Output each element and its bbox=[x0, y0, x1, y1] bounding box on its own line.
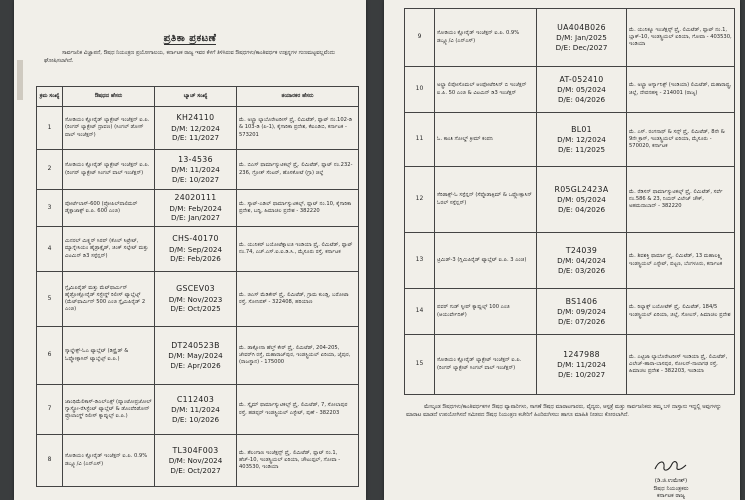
batch-number: KH24110 bbox=[176, 113, 215, 123]
table-row bbox=[405, 335, 735, 395]
drug-name: ಗ್ಲೈಮಿಪಿರೈಡ್ ಮತ್ತು ಮೆಟ್‌ಫಾರ್ಮಿನ್ ಹೈಡ್ರೋಕ್ಲೋರೈಡ್ ಸಸ್ಟೇನ್ಡ್ ರಿಲೀಸ್ ಟ್ಯಾಬ್ಲೆಟ್ಸ್ (ಮೆಟ್‌ಫಾರ್ಮಿನ್ 500 ಎಂಜಿ ಗ್ಲೈಮಿಪಿರೈಡ್ 2 ಎಂಜಿ) bbox=[63, 272, 155, 327]
exp-date: D/E: 11/2027 bbox=[171, 133, 220, 143]
drug-name: ಸೋಡಿಯಂ ಕ್ಲೋರೈಡ್ ಲ್ಯಾಕ್ಟೇಟ್ ಇಂಜೆಕ್ಷನ್ ಐ.ಪಿ. (ರಿಂಗರ್ ಲ್ಯಾಕ್ಟೇಟ್ ಸಿಂಗಲ್ ವಾಲ್ ಇಂಜೆಕ್ಷನ್) bbox=[435, 335, 537, 395]
batch-number: R05GL2423A bbox=[554, 184, 609, 194]
mfg-date: D/M: 11/2024 bbox=[171, 165, 220, 175]
mfg-date: D/M: 12/2024 bbox=[171, 123, 220, 133]
manufacturer: ಮೆ. ಅಲ್ಟ್ರಾ ಆರ್ಗ್ಯಾನಿಕ್ಸ್ (ಇಂಡಿಯಾ) ಲಿಮಿಟೆಡ್, ಮಹಾರಾಷ್ಟ್ರ, ಜಿಲ್ಲೆ, ದೇವನಹಳ್ಳಿ - 214001 (ರಾಜ್ಯ) bbox=[627, 67, 735, 113]
sl-number: 4 bbox=[37, 227, 63, 272]
mfg-date: D/M: 09/2024 bbox=[557, 307, 606, 317]
batch-cell bbox=[537, 167, 627, 233]
mfg-date: D/M: Feb/2024 bbox=[169, 203, 222, 213]
sl-number: 1 bbox=[37, 107, 63, 150]
exp-date: D/E: 10/2027 bbox=[557, 369, 606, 379]
sl-number: 3 bbox=[37, 190, 63, 227]
manufacturer: ಮೆ. ಬಿಎಸ್ ಫಾರ್ಮಾಸ್ಯುಟಿಕಲ್ಸ್ ಪ್ರೈ. ಲಿಮಿಟೆಡ್, ಪ್ಲಾಟ್ ನಂ.232-236, ಗ್ರೋತ್ ಸೆಂಟರ್, ಹೊಸಕೋಟೆ (ಗ್ರಾ) ಜಿಲ್ಲೆ bbox=[237, 150, 359, 190]
sl-number: 2 bbox=[37, 150, 63, 190]
closing-paragraph: ಮೇಲ್ಕಂಡ ಔಷಧಗಳು/ಕಾಂತಿವರ್ಧಕಗಳ ಔಷಧ ವ್ಯಾಪಾರಿಗಳು, ಸಾಗಣೆ ಔಷಧ ಮಾರಾಟಗಾರರು, ವೈದ್ಯರು, ಆಸ್ಪತ್ರೆ ಮತ್ತು ಸಾರ್ವಜನಿಕರು ತಮ್ಮ ಬಳಿ ದಾಸ್ತಾನು ಇದ್ದಲ್ಲಿ ಅವುಗಳನ್ನು ಮಾರಾಟ ಮಾಡದೆ ಉಪಯೋಗಿಸದೆ ಸಮೀಪದ ಔಷಧ ನಿಯಂತ್ರಣ ಕಚೇರಿಗೆ ಹಿಂದಿರುಗಿಸಲು ಹಾಗೂ ಮಾಹಿತಿ ನೀಡಲು ಕೋರಲಾಗಿದೆ. bbox=[406, 404, 722, 419]
drug-name: ಓ. ಕಾಂತಿ ಗೋಲ್ಡ್ ಕ್ರೀಮ್ ಕಂಪನಿ bbox=[435, 113, 537, 167]
manufacturer: ಮೆ. ಸ್ಕಾಟ್-ಎಡಿಲ್ ಫಾರ್ಮಾಸ್ಯುಟಿಕಲ್ಸ್, ಪ್ಲಾಟ್ ನಂ.10, ಕೈಗಾರಿಕಾ ಪ್ರದೇಶ, ಬದ್ದಿ, ಹಿಮಾಚಲ ಪ್ರದೇಶ - 382220 bbox=[237, 190, 359, 227]
document-page-right bbox=[384, 0, 740, 500]
sl-number: 5 bbox=[37, 272, 63, 327]
batch-number: BS1406 bbox=[565, 296, 598, 306]
drug-name: ಸೋಡಿಯಂ ಕ್ಲೋರೈಡ್ ಲ್ಯಾಕ್ಟೇಟ್ ಇಂಜೆಕ್ಷನ್ ಐ.ಪಿ. (ರಿಂಗರ್ ಲ್ಯಾಕ್ಟೇಟ್ ದ್ರಾವಣ) (ಸಿಂಗಲ್ ಡೋಸ್ ವಾಲ್ ಇಂಜೆಕ್ಷನ್) bbox=[63, 107, 155, 150]
table-row bbox=[405, 67, 735, 113]
drug-name: ಸೋಡಿಯಂ ಕ್ಲೋರೈಡ್ ಲ್ಯಾಕ್ಟೇಟ್ ಇಂಜೆಕ್ಷನ್ ಐ.ಪಿ. (ರಿಂಗರ್ ಲ್ಯಾಕ್ಟೇಟ್ ಸಿಂಗಲ್ ವಾಲ್ ಇಂಜೆಕ್ಷನ್) bbox=[63, 150, 155, 190]
batch-number: BL01 bbox=[571, 124, 592, 134]
sl-number: 8 bbox=[37, 435, 63, 487]
table-row bbox=[405, 167, 735, 233]
batch-number: UA404B026 bbox=[557, 22, 606, 32]
batch-number: 1247988 bbox=[563, 349, 600, 359]
header-sl-no: ಕ್ರಮ ಸಂಖ್ಯೆ bbox=[37, 87, 63, 107]
exp-date: D/E: Dec/2027 bbox=[555, 42, 608, 52]
drug-name: ಅಲ್ಟ್ರಾ ಲಿಪೋಸೊಮಲ್ ಆಂಫೋಟೆರಿಸಿನ್ ಬಿ ಇಂಜೆಕ್ಷನ್ ಐ.ಪಿ. 50 ಎಂಜಿ & ವಿಟಮಿನ್ ಡಿ3 ಇಂಜೆಕ್ಷನ್ bbox=[435, 67, 537, 113]
drug-name: ಸೆರಿಡಾಕ್ಸ್-ಓ ಸಸ್ಪೆನ್ಷನ್ (ಸೆಫ್ಪೊಡಾಕ್ಸಿಮ್ & ಒಫ್ಲೋಕ್ಸಾಸಿನ್ ಓರಲ್ ಸಸ್ಪೆನ್ಷನ್) bbox=[435, 167, 537, 233]
batch-cell bbox=[155, 150, 237, 190]
sl-number: 13 bbox=[405, 233, 435, 289]
mfg-date: D/M: 11/2024 bbox=[171, 405, 220, 415]
mfg-date: D/M: 05/2024 bbox=[557, 195, 606, 205]
exp-date: D/E: 03/2026 bbox=[557, 265, 606, 275]
sl-number: 15 bbox=[405, 335, 435, 395]
drug-table-right bbox=[404, 8, 735, 395]
drug-name: ಮಿನರಲ್ ಮಿಕ್ಸ್ಚರ್ ಸಿರಪ್ (ಕೊಲ್ ಸಿಟ್ರೇಟ್, ಮ್ಯಾಗ್ನೇಸಿಯಂ ಹೈಡ್ರಾಕ್ಸೈಡ್, ಜಿಂಕ್ ಸಲ್ಫೇಟ್ ಮತ್ತು ವಿಟಮಿನ್ ಡಿ3 ಸಸ್ಪೆನ್ಷನ್) bbox=[63, 227, 155, 272]
table-row bbox=[37, 435, 359, 487]
batch-cell bbox=[537, 233, 627, 289]
manufacturer: ಮೆ. ಯುನಿಕ್ಯೂ ಇಂಜೆಕ್ಷನ್ಸ್ ಪ್ರೈ. ಲಿಮಿಟೆಡ್, ಪ್ಲಾಟ್ ನಂ.1, ಬ್ಲಾಕ್-10, ಇಂಡಸ್ಟ್ರಿಯಲ್ ಏರಿಯಾ, ಗೋವಾ - 403530, ಇಂಡಿಯಾ bbox=[627, 9, 735, 67]
exp-date: D/E: 11/2025 bbox=[557, 144, 606, 154]
mfg-date: D/M: May/2024 bbox=[168, 351, 223, 361]
batch-cell bbox=[155, 227, 237, 272]
table-row bbox=[405, 113, 735, 167]
batch-number: TL304F003 bbox=[172, 445, 219, 455]
page-edge-mark bbox=[17, 60, 23, 100]
header-manufacturer: ತಯಾರಕರ ಹೆಸರು bbox=[237, 87, 359, 107]
batch-cell bbox=[537, 335, 627, 395]
table-row bbox=[37, 150, 359, 190]
mfg-date: D/M: 11/2024 bbox=[557, 360, 606, 370]
batch-cell bbox=[155, 435, 237, 487]
signatory-name: (ಡಿ.ಜಿ.ಉಮೇಶ್) bbox=[654, 478, 688, 484]
drug-name: ಸ್ಕಾಲ್ಡೇಕ್ಸ್-ಓಎ ಟ್ಯಾಬ್ಲೆಟ್ (ಡಿಸ್ಟ್ರೈಡ್ & ಓಫ್ಲೋಕ್ಸಾಸಿನ್ ಟ್ಯಾಬ್ಲೆಟ್ಸ್ ಐ.ಪಿ.) bbox=[63, 327, 155, 385]
manufacturer: ಮೆ. ರಿಲ್ಯಾಕ್ಸ್ ಬಯೋಟೆಕ್ ಪ್ರೈ. ಲಿಮಿಟೆಡ್, 184/5 ಇಂಡಸ್ಟ್ರಿಯಲ್ ಏರಿಯಾ, ಜಿಲ್ಲೆ, ಸೋಲನ್, ಹಿಮಾಚಲ ಪ್ರದೇಶ bbox=[627, 289, 735, 335]
drug-name: ಸೋಡಿಯಂ ಕ್ಲೋರೈಡ್ ಇಂಜೆಕ್ಷನ್ ಐ.ಪಿ. 0.9% ಡಬ್ಲ್ಯೂ/ವಿ (ಎನ್‌ಎಸ್) bbox=[435, 9, 537, 67]
batch-number: 24020111 bbox=[174, 193, 217, 203]
table-row bbox=[405, 233, 735, 289]
drug-name: ಪೋರ್ಟೆಲಾಸ್-600 (ಪ್ರೋಪಿಲ್‌ಪಾಲಿಮರ್ ಡೈಕ್ಲಾಜಾಕ್ಸ್ ಐ.ಪಿ. 600 ಎಂಜಿ) bbox=[63, 190, 155, 227]
sl-number: 6 bbox=[37, 327, 63, 385]
sl-number: 14 bbox=[405, 289, 435, 335]
batch-cell bbox=[155, 327, 237, 385]
batch-cell bbox=[537, 67, 627, 113]
table-row bbox=[37, 327, 359, 385]
table-row bbox=[37, 227, 359, 272]
exp-date: D/E: Apr/2026 bbox=[170, 360, 221, 370]
batch-number: AT-052410 bbox=[559, 74, 604, 84]
exp-date: D/E: Jan/2027 bbox=[171, 213, 220, 223]
signatory-designation: ಔಷಧ ನಿಯಂತ್ರಕರು bbox=[653, 485, 689, 492]
signature-scribble bbox=[651, 458, 691, 474]
batch-cell bbox=[537, 113, 627, 167]
batch-cell bbox=[155, 190, 237, 227]
manufacturer: ಮೆ. ರೆಡಿಸನ್ ಫಾರ್ಮಾಸ್ಯುಟಿಕಲ್ಸ್ ಪ್ರೈ. ಲಿಮಿಟೆಡ್, ಸರ್ವೆ ನಂ.586 & 23, ನಿಯರ್ ವಿಲೇಜ್ ಚೌಕ್, ಅಹಮದಾಬಾದ್ - 382220 bbox=[627, 167, 735, 233]
mfg-date: D/M: Nov/2023 bbox=[168, 294, 223, 304]
table-row bbox=[37, 385, 359, 435]
mfg-date: D/M: Jan/2025 bbox=[556, 33, 607, 43]
mfg-date: D/M: 05/2024 bbox=[557, 85, 606, 95]
signatory-place: ಕರ್ನಾಟಕ ರಾಜ್ಯ bbox=[657, 493, 685, 500]
batch-cell bbox=[537, 9, 627, 67]
manufacturer: ಮೆ. ತೆಲಂಗಾಣ ಇಂಜೆಕ್ಷನ್ಸ್ ಪ್ರೈ. ಲಿಮಿಟೆಡ್, ಪ್ಲಾಟ್ ನಂ.1, ಹೆಚ್-10, ಇಂಡಸ್ಟ್ರಿಯಲ್ ಏರಿಯಾ, ಚೌಟುಪ್ಪಲ್, ಗೋವಾ - 403530, ಇಂಡಿಯಾ bbox=[237, 435, 359, 487]
mfg-date: D/M: 04/2024 bbox=[557, 256, 606, 266]
exp-date: D/E: 07/2026 bbox=[557, 316, 606, 326]
signature-block bbox=[616, 458, 726, 500]
table-row bbox=[37, 107, 359, 150]
document-page-left bbox=[14, 0, 366, 500]
exp-date: D/E: Oct/2025 bbox=[170, 304, 221, 314]
exp-date: D/E: 04/2026 bbox=[557, 204, 606, 214]
batch-cell bbox=[155, 272, 237, 327]
batch-cell bbox=[155, 385, 237, 435]
mfg-date: D/M: Sep/2024 bbox=[168, 244, 223, 254]
manufacturer: ಮೆ. ಯುನಿಕರ್ ಬಯೋಟೆಕ್ನಾಲಜಿ ಇಂಡಿಯಾ ಪ್ರೈ. ಲಿಮಿಟೆಡ್, ಪ್ಲಾಟ್ ನಂ.74, ಎಚ್.ಎಸ್.ಐ.ಐ.ಡಿ.ಸಿ., ಮೈಸೂರು ರಸ್ತೆ, ಕರ್ನಾಟಕ bbox=[237, 227, 359, 272]
batch-number: GSCEV03 bbox=[176, 284, 215, 294]
manufacturer: ಮೆ. ಸ್ಕೈಮ್ ಫಾರ್ಮಾಸ್ಯುಟಿಕಲ್ಸ್ ಪ್ರೈ. ಲಿಮಿಟೆಡ್, 7, ಸೋಲಾಪುರ ರಸ್ತೆ, ಹಡಪ್ಸರ್ ಇಂಡಸ್ಟ್ರಿಯಲ್ ಎಸ್ಟೇಟ್, ಪುಣೆ - 382203 bbox=[237, 385, 359, 435]
batch-cell bbox=[537, 289, 627, 335]
manufacturer: ಮೆ. ಅಲ್ಟ್ರಾ ಲ್ಯಾಬೊರೇಟರೀಸ್ ಪ್ರೈ. ಲಿಮಿಟೆಡ್, ಪ್ಲಾಟ್ ನಂ.102-ಡಿ & 103-ಡಿ (ಪಿ-1), ಕೈಗಾರಿಕಾ ಪ್ರದೇಶ, ಕೆಐಎಡಿಬಿ, ಕರ್ನಾಟಕ - 573201 bbox=[237, 107, 359, 150]
batch-number: CHS-40170 bbox=[172, 234, 219, 244]
header-batch-no: ಬ್ಯಾಚ್ ಸಂಖ್ಯೆ bbox=[155, 87, 237, 107]
mfg-date: D/M: Nov/2024 bbox=[168, 456, 223, 466]
exp-date: D/E: Feb/2026 bbox=[170, 254, 221, 264]
intro-paragraph: ಸಾರ್ವಜನಿಕ ವಿಜ್ಞಾಪನೆ, ಔಷಧ ನಿಯಂತ್ರಣ ಪ್ರಯೋಗಾಲಯ, ಕರ್ನಾಟಕ ರಾಜ್ಯ ಇವರ ಕೆಳಗೆ ತಿಳಿಸಿರುವ ಔಷಧಗಳು/ಕಾಂತಿವರ್ಧಕ ಉತ್ಪನ್ನಗಳ ಗುಣಮಟ್ಟವಲ್ಲವೆಂದು ಘೋಷಿಸಲಾಗಿದೆ. bbox=[44, 50, 335, 64]
mfg-date: D/M: 12/2024 bbox=[557, 135, 606, 145]
batch-number: C112403 bbox=[176, 394, 215, 404]
table-row bbox=[37, 190, 359, 227]
batch-number: T24039 bbox=[565, 245, 598, 255]
table-header-row bbox=[37, 87, 359, 107]
drug-name: ಪವರ್ ಗುಡ್ ಸ್ಲೀಪ್ ಕ್ಯಾಪ್ಸುಲ್ಸ್ 100 ಎಂಜಿ (ಆಯುರ್ವೇದಿಕ್) bbox=[435, 289, 537, 335]
document-title: ಪ್ರತಿಕಾ ಪ್ರಕಟಣೆ bbox=[163, 33, 217, 44]
batch-number: DT240523B bbox=[171, 340, 220, 350]
drug-name: ಸೋಡಿಯಂ ಕ್ಲೋರೈಡ್ ಇಂಜೆಕ್ಷನ್ ಐ.ಪಿ. 0.9% ಡಬ್ಲ್ಯೂ/ವಿ (ಎನ್‌ಎಸ್) bbox=[63, 435, 155, 487]
manufacturer: ಮೆ. ಡಾಕ್ಸೋನಾ ಹೆಲ್ತ್ ಕೇರ್ ಪ್ರೈ. ಲಿಮಿಟೆಡ್, 204-205, ಜೇವರ್‌ಗಿ ರಸ್ತೆ, ಮಹಾರಾಜ್‌ಪುರ, ಇಂಡಸ್ಟ್ರಿಯಲ್ ಏರಿಯಾ, ಜೈಪುರ, (ರಾಜಸ್ಥಾನ) - 175000 bbox=[237, 327, 359, 385]
drug-name: ಜಾಂಥಿಮೆಲಿಕಾಸ್-ಡಿಎಲ್‌ಎಕ್ಸ್ (ಪ್ಯಾಂಟೋಪ್ರಜೋಲ್ ಗ್ಯಾಸ್ಟ್ರೋ-ರೆಸಿಸ್ಟೆಂಟ್ ಟ್ಯಾಬ್ಲೆಟ್ & ಡೊಂಪೆರಿಡೋನ್ ಪ್ರೊಲಾಂಗ್ಡ್ ರಿಲೀಸ್ ಕ್ಯಾಪ್ಸುಲ್ಸ್ ಐ.ಪಿ.) bbox=[63, 385, 155, 435]
sl-number: 7 bbox=[37, 385, 63, 435]
batch-number: 13-4536 bbox=[178, 154, 213, 164]
manufacturer: ಮೆ. ಜಿಎಸ್ ಮೆಡಿಕೇರ್ ಪ್ರೈ. ಲಿಮಿಟೆಡ್, ಗ್ರಾಮ ಕುಂಡ್ಲಿ, ಬರೋಟಾ ರಸ್ತೆ, ಸೋನಿಪತ್ - 322408, ಹರಿಯಾಣ bbox=[237, 272, 359, 327]
sl-number: 10 bbox=[405, 67, 435, 113]
exp-date: D/E: Oct/2027 bbox=[170, 465, 221, 475]
manufacturer: ಮೆ. ಶಿವಶಕ್ತಿ ಫಾರ್ಮಾ ಪ್ರೈ. ಲಿಮಿಟೆಡ್, 13 ಮಹಾಲಕ್ಷ್ಮಿ ಇಂಡಸ್ಟ್ರಿಯಲ್ ಎಸ್ಟೇಟ್, ಪಟ್ಟಣ, ಬೆಂಗಳೂರು, ಕರ್ನಾಟಕ bbox=[627, 233, 735, 289]
exp-date: D/E: 10/2027 bbox=[171, 174, 220, 184]
header-drug-name: ಔಷಧದ ಹೆಸರು bbox=[63, 87, 155, 107]
drug-name: ಟ್ರಿಮಿಡ್-3 (ಗ್ಲಿಮಿಪಿರೈಡ್ ಟ್ಯಾಬ್ಲೆಟ್ ಐ.ಪಿ. 3 ಎಂಜಿ) bbox=[435, 233, 537, 289]
drug-table-left bbox=[36, 86, 359, 487]
exp-date: D/E: 04/2026 bbox=[557, 94, 606, 104]
sl-number: 9 bbox=[405, 9, 435, 67]
table-row bbox=[37, 272, 359, 327]
batch-cell bbox=[155, 107, 237, 150]
table-row bbox=[405, 9, 735, 67]
manufacturer: ಮೆ. ಎಟ್ಟಿಜಾ ಲ್ಯಾಬೊರೇಟರೀಸ್ ಇಂಡಿಯಾ ಪ್ರೈ. ಲಿಮಿಟೆಡ್, ವಿಲೇಜ್-ಹಾರಾ-ಬಾಸಪುರ, ಸೋಲನ್-ನಾಲಾಗಢ ರಸ್ತೆ, ಹಿಮಾಚಲ ಪ್ರದೇಶ - 382203, ಇಂಡಿಯಾ bbox=[627, 335, 735, 395]
table-row bbox=[405, 289, 735, 335]
sl-number: 11 bbox=[405, 113, 435, 167]
exp-date: D/E: 10/2026 bbox=[171, 414, 220, 424]
sl-number: 12 bbox=[405, 167, 435, 233]
manufacturer: ಮೆ. ಎಸ್. ರಂಗನಾಥ್ & ಸನ್ಸ್ ಪ್ರೈ. ಲಿಮಿಟೆಡ್, 8ನೇ & 9ನೇ ಕ್ರಾಸ್, ಇಂಡಸ್ಟ್ರಿಯಲ್ ಏರಿಯಾ, ಮೈಸೂರು - 570020, ಕರ್ನಾಟಕ bbox=[627, 113, 735, 167]
